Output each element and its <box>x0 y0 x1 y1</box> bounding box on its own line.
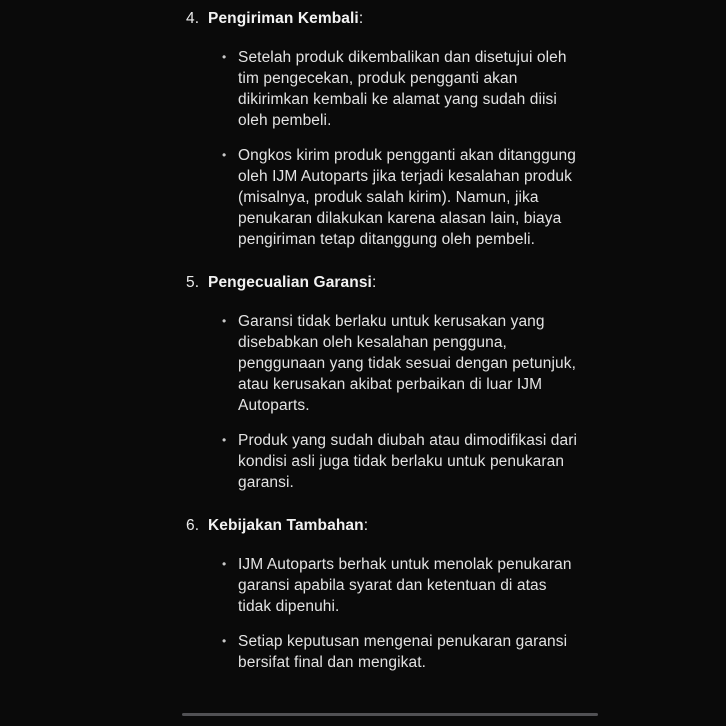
section-heading <box>186 8 580 29</box>
section-number: 6. <box>186 517 200 534</box>
section-heading <box>186 272 580 293</box>
section-colon: : <box>371 274 377 291</box>
bullet-item <box>222 47 580 131</box>
bullet-text: Produk yang sudah diubah atau dimodifikasi dari kondisi asli juga tidak berlaku untuk penukaran garansi. <box>238 432 578 491</box>
bullet-item <box>222 311 580 416</box>
policy-section-kebijakan-tambahan <box>186 515 580 673</box>
section-title-wrap <box>208 515 580 536</box>
policy-document <box>186 8 580 695</box>
policy-section-pengecualian-garansi <box>186 272 580 493</box>
section-title: Kebijakan Tambahan <box>208 517 364 534</box>
section-title: Pengiriman Kembali <box>208 10 359 27</box>
section-title: Pengecualian Garansi <box>208 274 372 291</box>
bullet-icon: • <box>222 314 227 328</box>
bullet-icon: • <box>222 557 227 571</box>
section-title-wrap <box>208 8 580 29</box>
section-heading <box>186 515 580 536</box>
bullet-item <box>222 430 580 493</box>
section-number: 5. <box>186 274 200 291</box>
bullet-icon: • <box>222 50 227 64</box>
bullet-text: Ongkos kirim produk pengganti akan ditanggung oleh IJM Autoparts jika terjadi kesalahan produk (misalnya, produk salah kirim). Namun, jika penukaran dilakukan karena alasan lain, biaya pengiriman tetap ditanggung oleh pembeli. <box>238 147 576 248</box>
bullet-text: Garansi tidak berlaku untuk kerusakan yang disebabkan oleh kesalahan pengguna, penggunaan yang tidak sesuai dengan petunjuk, atau kerusakan akibat perbaikan di luar IJM Autoparts. <box>238 313 577 414</box>
section-colon: : <box>363 517 369 534</box>
bullet-icon: • <box>222 148 227 162</box>
section-colon: : <box>358 10 364 27</box>
bullet-icon: • <box>222 634 227 648</box>
bullet-text: Setelah produk dikembalikan dan disetujui oleh tim pengecekan, produk pengganti akan dikirimkan kembali ke alamat yang sudah diisi oleh pembeli. <box>238 49 567 129</box>
bullet-item <box>222 554 580 617</box>
bullet-text: IJM Autoparts berhak untuk menolak penukaran garansi apabila syarat dan ketentuan di atas tidak dipenuhi. <box>238 556 572 615</box>
bullet-item <box>222 631 580 673</box>
section-number: 4. <box>186 10 200 27</box>
bullet-text: Setiap keputusan mengenai penukaran garansi bersifat final dan mengikat. <box>238 633 568 671</box>
bottom-divider <box>182 713 598 716</box>
policy-section-pengiriman-kembali <box>186 8 580 250</box>
bullet-icon: • <box>222 433 227 447</box>
bullet-item <box>222 145 580 250</box>
section-title-wrap <box>208 272 580 293</box>
